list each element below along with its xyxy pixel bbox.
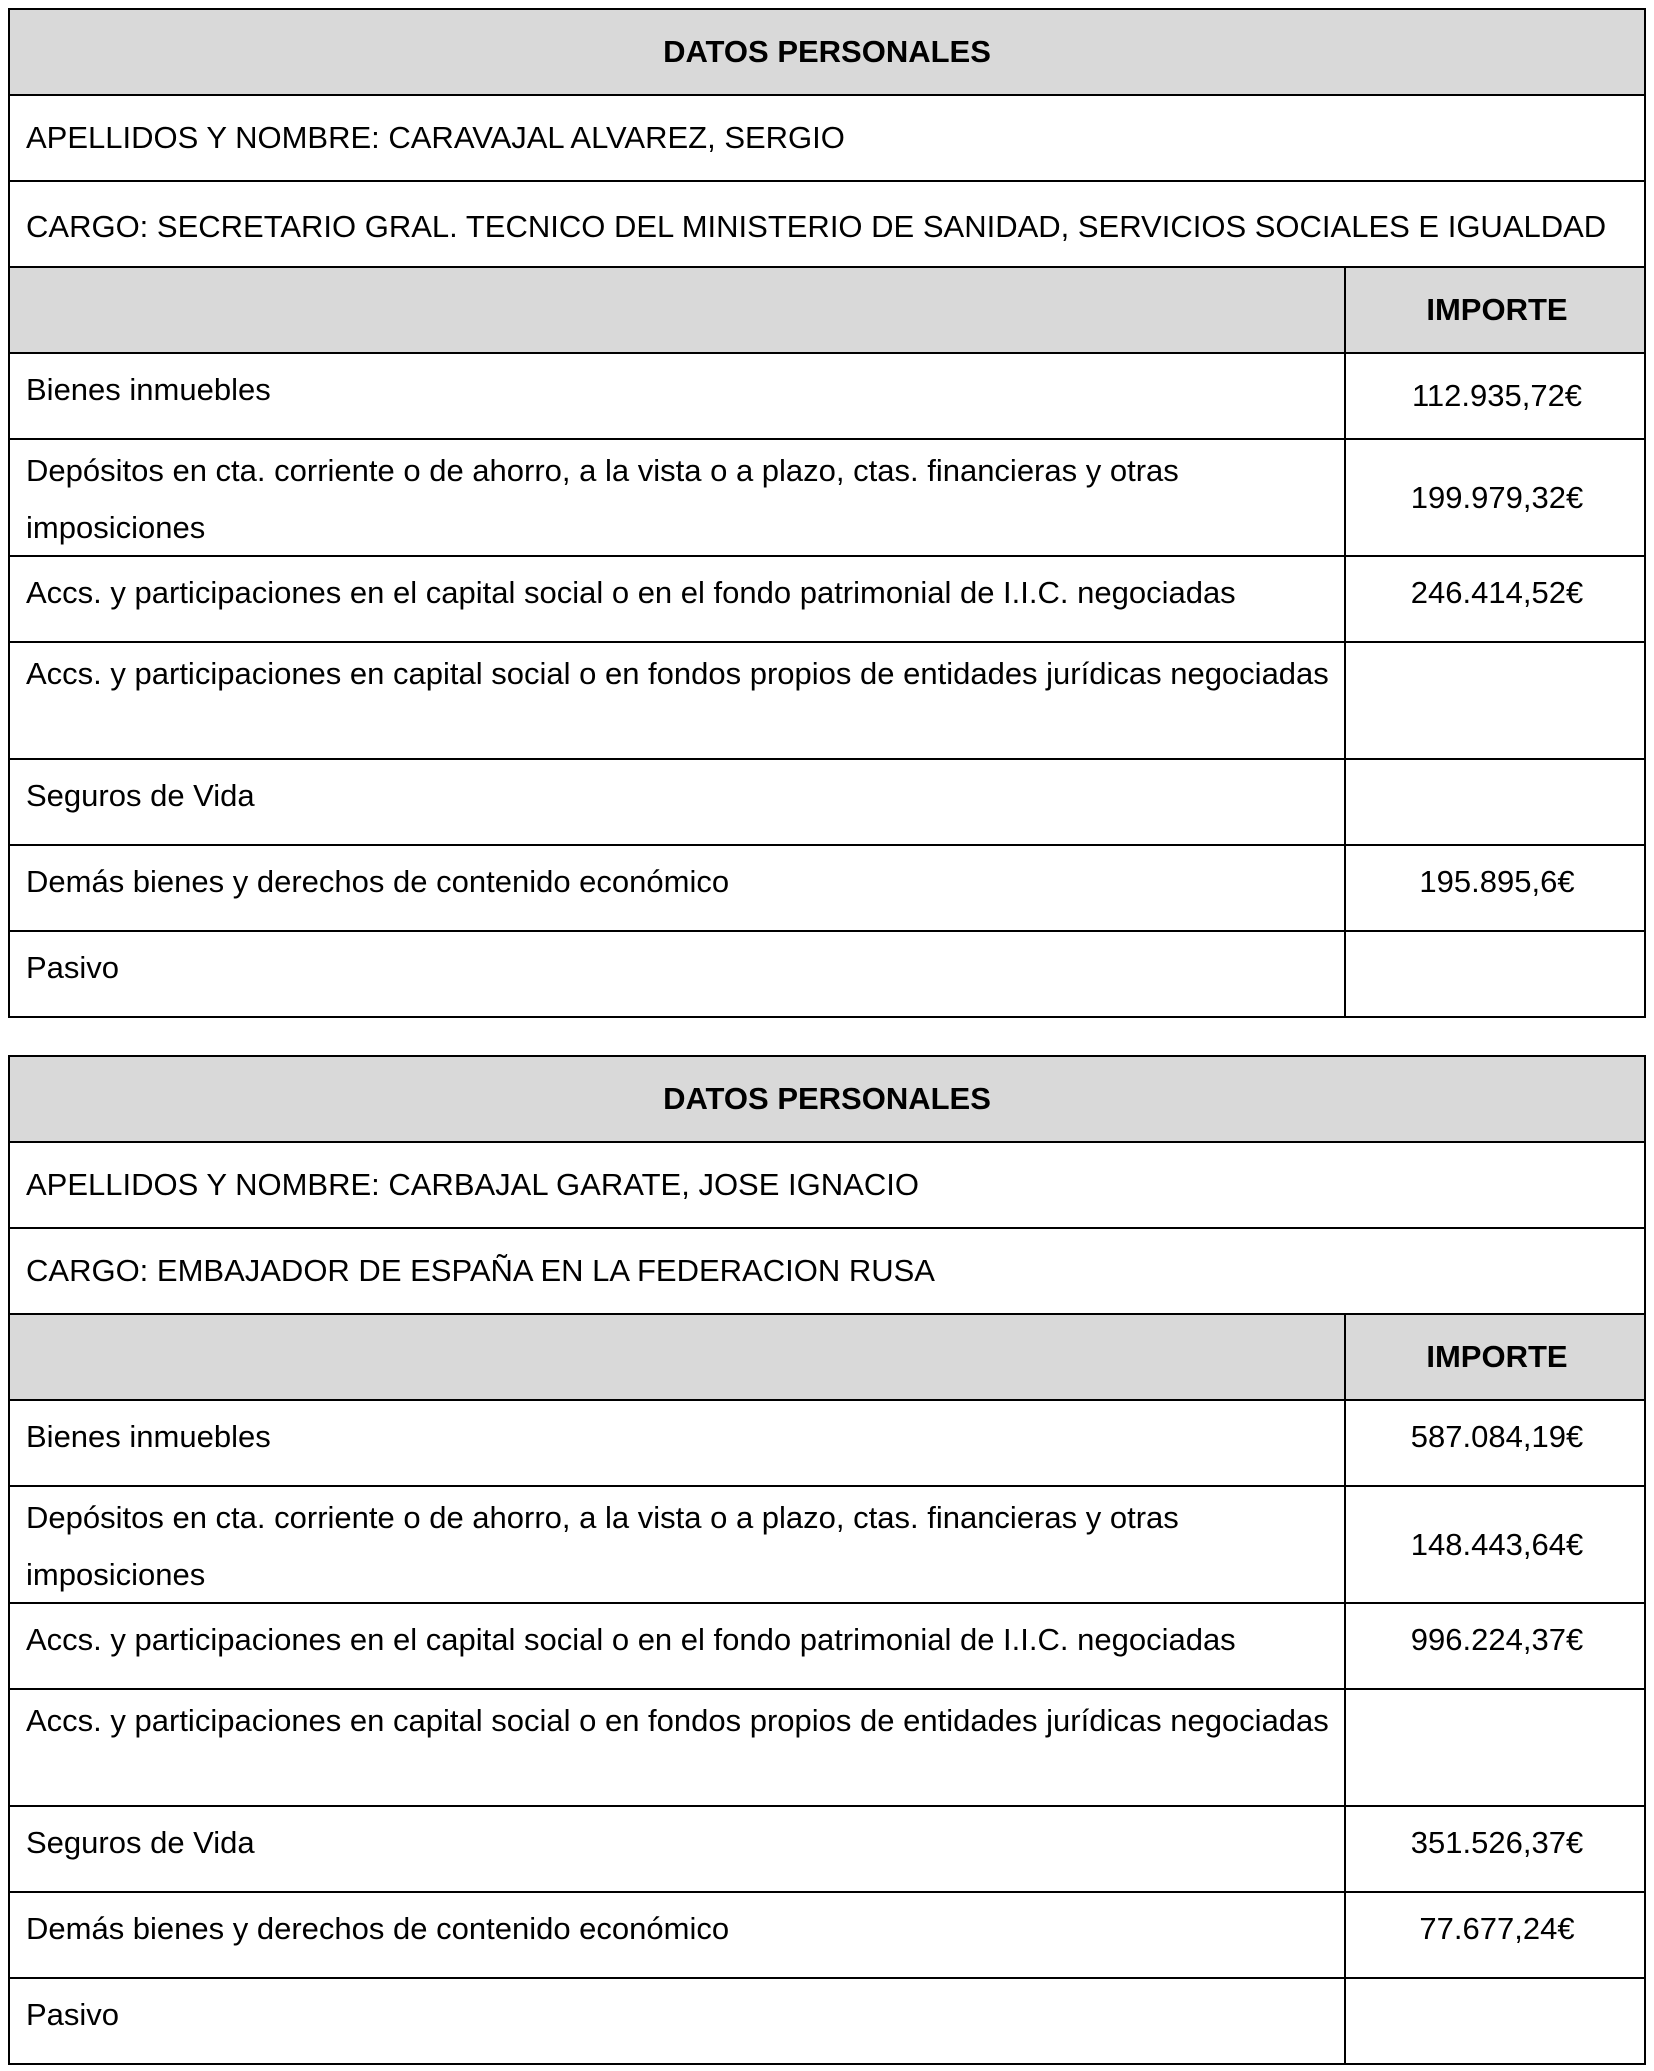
importe-header: IMPORTE: [1344, 1315, 1644, 1399]
table-row: [10, 1977, 1644, 2063]
item-value: 195.895,6€: [1344, 846, 1644, 930]
table-row: [10, 930, 1644, 1016]
table-row: [10, 1891, 1644, 1977]
item-label: Depósitos en cta. corriente o de ahorro, a la vista o a plazo, ctas. financieras y otras imposiciones: [26, 1500, 1179, 1592]
item-value: [1344, 643, 1644, 758]
item-label: Demás bienes y derechos de contenido económico: [26, 1911, 730, 1946]
item-value: [1344, 760, 1644, 844]
empty-header-cell: [10, 1315, 1344, 1399]
name-row: APELLIDOS Y NOMBRE: CARBAJAL GARATE, JOSE IGNACIO: [10, 1141, 1644, 1227]
table-row: [10, 641, 1644, 758]
item-value: [1344, 932, 1644, 1016]
item-label: Accs. y participaciones en capital social o en fondos propios de entidades jurídicas negociadas: [26, 656, 1329, 691]
item-label: Accs. y participaciones en el capital social o en el fondo patrimonial de I.I.C. negociadas: [26, 575, 1236, 610]
table-row: [10, 1399, 1644, 1485]
table-row: [10, 352, 1644, 438]
item-value: 112.935,72€: [1344, 354, 1644, 438]
item-value: [1344, 1979, 1644, 2063]
table-row: [10, 844, 1644, 930]
table-row: [10, 438, 1644, 555]
item-label: Demás bienes y derechos de contenido económico: [26, 864, 730, 899]
item-value: 246.414,52€: [1344, 557, 1644, 641]
importe-header: IMPORTE: [1344, 268, 1644, 352]
item-label: Seguros de Vida: [26, 1825, 255, 1860]
cargo-row: CARGO: SECRETARIO GRAL. TECNICO DEL MINISTERIO DE SANIDAD, SERVICIOS SOCIALES E IGUALDAD: [10, 180, 1644, 266]
name-row: APELLIDOS Y NOMBRE: CARAVAJAL ALVAREZ, SERGIO: [10, 94, 1644, 180]
item-value: 996.224,37€: [1344, 1604, 1644, 1688]
personal-data-table-1: [8, 8, 1646, 1018]
item-label: Bienes inmuebles: [26, 1419, 271, 1454]
item-label: Depósitos en cta. corriente o de ahorro, a la vista o a plazo, ctas. financieras y otras imposiciones: [26, 453, 1179, 545]
table-row: [10, 758, 1644, 844]
personal-data-table-2: [8, 1055, 1646, 2065]
table-row: [10, 1688, 1644, 1805]
item-value: 199.979,32€: [1344, 440, 1644, 555]
item-value: 587.084,19€: [1344, 1401, 1644, 1485]
item-value: [1344, 1690, 1644, 1805]
cargo-row: CARGO: EMBAJADOR DE ESPAÑA EN LA FEDERACION RUSA: [10, 1227, 1644, 1313]
table-row: [10, 1805, 1644, 1891]
item-label: Pasivo: [26, 1997, 120, 2032]
item-label: Seguros de Vida: [26, 778, 255, 813]
item-label: Bienes inmuebles: [26, 372, 271, 407]
item-value: 351.526,37€: [1344, 1807, 1644, 1891]
importe-header-row: [10, 266, 1644, 352]
table-row: [10, 1602, 1644, 1688]
item-value: 148.443,64€: [1344, 1487, 1644, 1602]
item-label: Pasivo: [26, 950, 120, 985]
item-value: 77.677,24€: [1344, 1893, 1644, 1977]
empty-header-cell: [10, 268, 1344, 352]
section-header: DATOS PERSONALES: [10, 10, 1644, 94]
table-row: [10, 555, 1644, 641]
section-header: DATOS PERSONALES: [10, 1057, 1644, 1141]
item-label: Accs. y participaciones en el capital social o en el fondo patrimonial de I.I.C. negociadas: [26, 1622, 1236, 1657]
item-label: Accs. y participaciones en capital social o en fondos propios de entidades jurídicas negociadas: [26, 1703, 1329, 1738]
table-row: [10, 1485, 1644, 1602]
importe-header-row: [10, 1313, 1644, 1399]
